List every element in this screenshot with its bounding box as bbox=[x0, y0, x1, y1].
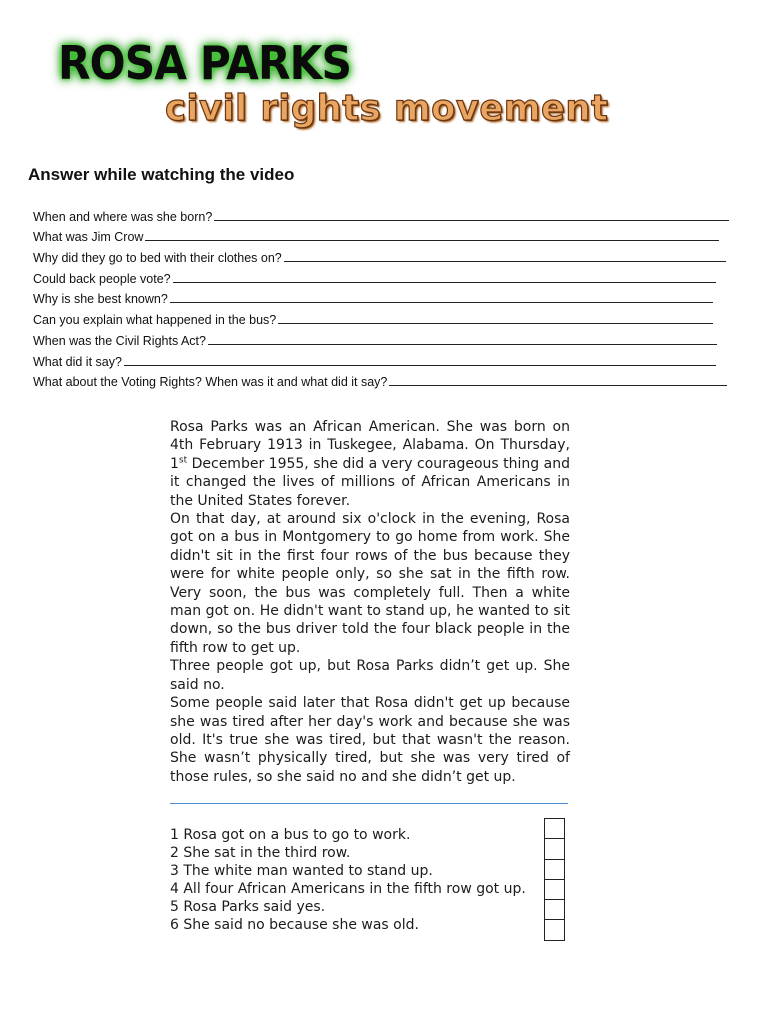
answer-line[interactable] bbox=[214, 220, 729, 221]
answer-line[interactable] bbox=[208, 344, 717, 345]
question-row bbox=[33, 327, 733, 348]
answer-line[interactable] bbox=[145, 240, 719, 241]
passage-paragraph: Some people said later that Rosa didn't get up because she was tired after her day's work and because she was old. It's true she was tired, but that wasn't the reason. She wasn’t physically tired, but she was very tired of those rules, so she said no and she didn’t get up. bbox=[170, 695, 570, 785]
question-row bbox=[33, 369, 733, 390]
question-row bbox=[33, 265, 733, 286]
answer-line[interactable] bbox=[284, 261, 726, 262]
answer-line[interactable] bbox=[278, 323, 713, 324]
question-row bbox=[33, 224, 733, 245]
passage-paragraph bbox=[170, 418, 570, 510]
worksheet-subtitle: civil rights movement bbox=[165, 88, 609, 129]
question-text: Can you explain what happened in the bus? bbox=[33, 313, 277, 328]
passage-text: Rosa Parks was an African American. She was born on 4th February 1913 in Tuskegee, Alabama. On Thursday, 1 bbox=[170, 419, 570, 472]
question-text: When and where was she born? bbox=[33, 209, 213, 224]
section-heading: Answer while watching the video bbox=[28, 165, 295, 184]
answer-box[interactable] bbox=[544, 879, 565, 899]
answer-line[interactable] bbox=[170, 302, 713, 303]
worksheet-title: ROSA PARKS bbox=[58, 36, 352, 90]
question-row bbox=[33, 286, 733, 307]
statement-item: 5 Rosa Parks said yes. bbox=[170, 899, 326, 916]
statement-item: 3 The white man wanted to stand up. bbox=[170, 863, 433, 880]
statement-item: 1 Rosa got on a bus to go to work. bbox=[170, 827, 411, 843]
reading-passage bbox=[170, 418, 570, 786]
question-row bbox=[33, 203, 733, 224]
answer-line[interactable] bbox=[124, 365, 716, 366]
question-text: Why is she best known? bbox=[33, 292, 168, 307]
answer-box[interactable] bbox=[544, 919, 565, 940]
answer-line[interactable] bbox=[389, 385, 727, 386]
statement-item: 6 She said no because she was old. bbox=[170, 917, 419, 934]
question-row bbox=[33, 244, 733, 265]
passage-text: December 1955, she did a very courageous thing and it changed the lives of millions of African Americans in the United States forever. bbox=[170, 455, 570, 509]
passage-paragraph: On that day, at around six o'clock in the evening, Rosa got on a bus in Montgomery to go home from work. She didn't sit in the first four rows of the bus because they were for white people only, so she sat in the fifth row. Very soon, the bus was completely full. Then a white man got on. He didn't want to stand up, he wanted to sit down, so the bus driver told the four black people in the fifth row to get up. bbox=[170, 511, 570, 656]
question-list bbox=[33, 203, 733, 389]
question-row bbox=[33, 306, 733, 327]
section-divider bbox=[170, 803, 568, 804]
statement-item: 2 She sat in the third row. bbox=[170, 845, 351, 862]
question-text: What about the Voting Rights? When was it and what did it say? bbox=[33, 375, 388, 390]
true-false-statements bbox=[170, 826, 570, 935]
ordinal-superscript: st bbox=[178, 455, 188, 466]
answer-line[interactable] bbox=[173, 282, 716, 283]
passage-paragraph: Three people got up, but Rosa Parks didn’t get up. She said no. bbox=[170, 658, 570, 693]
answer-box[interactable] bbox=[544, 859, 565, 879]
answer-box[interactable] bbox=[544, 818, 565, 838]
question-text: When was the Civil Rights Act? bbox=[33, 333, 206, 348]
answer-box[interactable] bbox=[544, 838, 565, 858]
answer-box[interactable] bbox=[544, 899, 565, 919]
statement-item: 4 All four African Americans in the fifth row got up. bbox=[170, 881, 526, 898]
question-text: What was Jim Crow bbox=[33, 230, 144, 245]
question-text: Why did they go to bed with their clothes on? bbox=[33, 251, 282, 266]
question-row bbox=[33, 348, 733, 369]
answer-box-column bbox=[544, 818, 564, 941]
question-text: Could back people vote? bbox=[33, 271, 171, 286]
question-text: What did it say? bbox=[33, 354, 122, 369]
